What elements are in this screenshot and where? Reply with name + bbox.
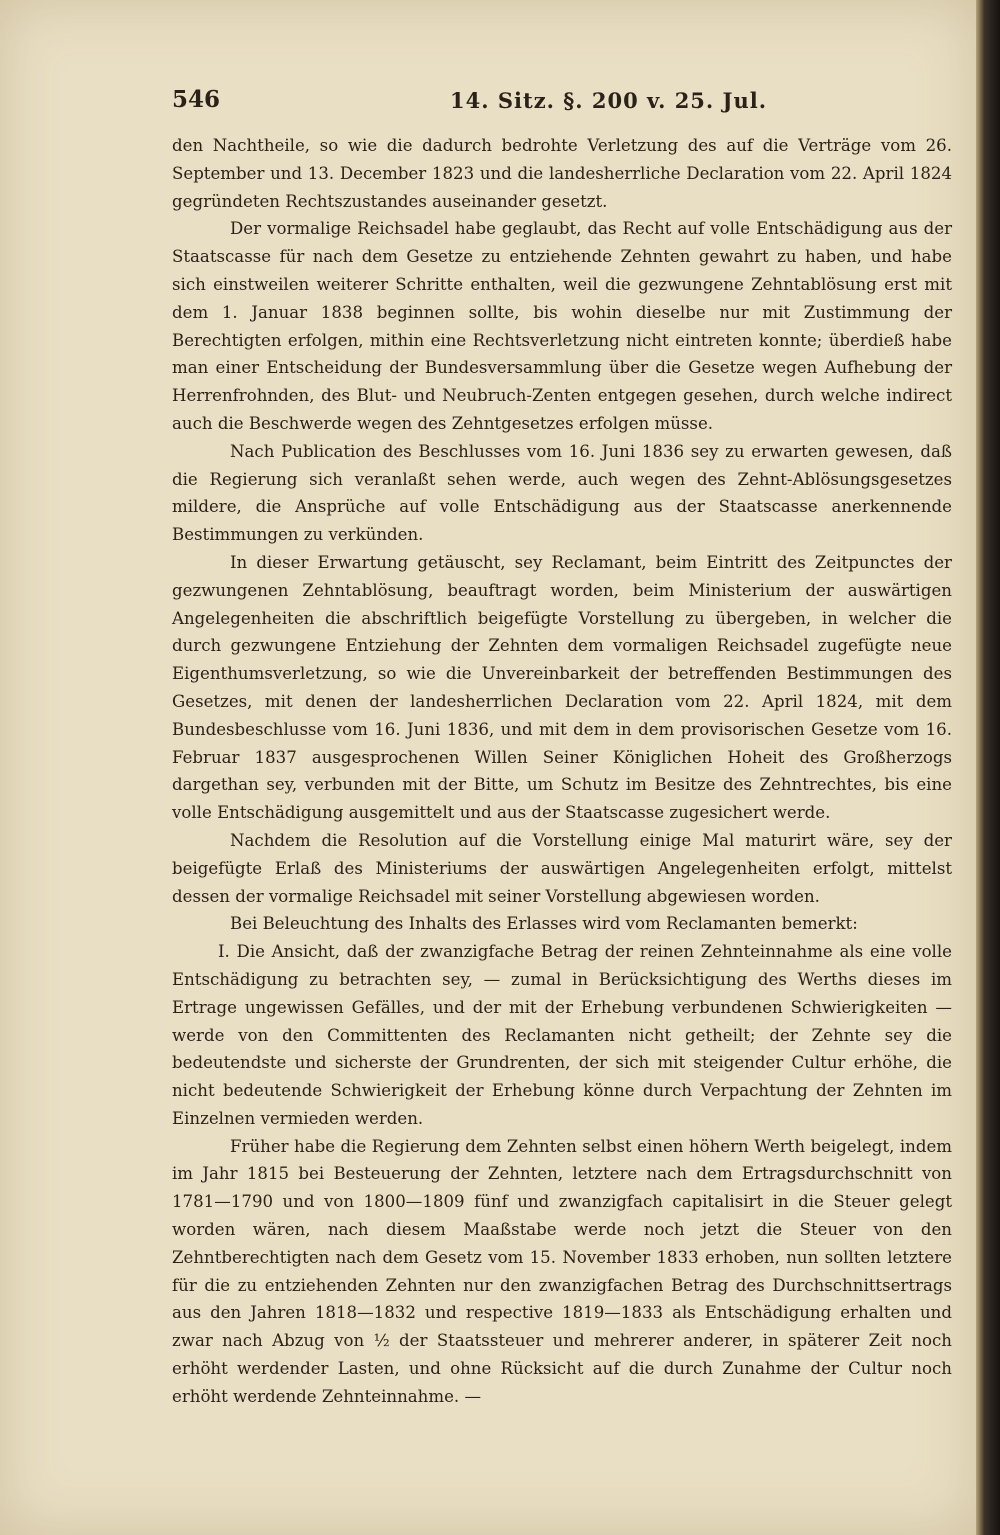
paragraph: Nach Publication des Beschlusses vom 16. Juni 1836 sey zu erwarten gewesen, daß die Regierung sich veranlaßt sehen werde, auch wegen des Zehnt-Ablösungsgesetzes mildere, die Ansprüche auf volle Entschädigung aus der Staatscasse anerkennende Bestimmungen zu verkünden. (172, 441, 952, 545)
page-header (172, 86, 952, 126)
running-title: 14. Sitz. §. 200 v. 25. Jul. (450, 88, 768, 113)
numbered-point: I. Die Ansicht, daß der zwanzigfache Betrag der reinen Zehnteinnahme als eine volle Entschädigung zu betrachten sey, — zumal in Berücksichtigung des Werths dieses im Ertrage ungewissen Gefälles, und der mit der Erhebung verbundenen Schwierigkeiten — werde von den Committenten des Reclamanten nicht getheilt; der Zehnte sey die bedeutendste und sicherste der Grundrenten, der sich mit steigender Cultur erhöhe, die nicht bedeutende Schwierigkeit der Erhebung könne durch Verpachtung der Zehnten im Einzelnen vermieden werden. (172, 942, 952, 1128)
body-text (172, 132, 952, 1411)
page-number: 546 (172, 86, 221, 113)
paragraph: Früher habe die Regierung dem Zehnten selbst einen höhern Werth beigelegt, indem im Jahr 1815 bei Besteuerung der Zehnten, letztere nach dem Ertragsdurchschnitt von 1781—1790 und von 1800—1809 fünf und zwanzigfach capitalisirt in die Steuer gelegt worden wären, nach diesem Maaßstabe werde noch jetzt die Steuer von den Zehntberechtigten nach dem Gesetz vom 15. November 1833 erhoben, nun sollten letztere für die zu entziehenden Zehnten nur den zwanzigfachen Betrag des Durchschnittsertrags aus den Jahren 1818—1832 und respective 1819—1833 als Entschädigung erhalten und zwar nach Abzug von ½ der Staatssteuer und mehrerer anderer, in späterer Zeit noch erhöht werdender Lasten, und ohne Rücksicht auf die durch Zunahme der Cultur noch erhöht werdende Zehnteinnahme. — (172, 1136, 952, 1406)
paragraph: In dieser Erwartung getäuscht, sey Reclamant, beim Eintritt des Zeitpunctes der gezwungenen Zehntablösung, beauftragt worden, beim Ministerium der auswärtigen Angelegenheiten die abschriftlich beigefügte Vorstellung zu übergeben, in welcher die durch gezwungene Entziehung der Zehnten dem vormaligen Reichsadel zugefügte neue Eigenthumsverletzung, so wie die Unvereinbarkeit der betreffenden Bestimmungen des Gesetzes, mit denen der landesherrlichen Declaration vom 22. April 1824, mit dem Bundesbeschlusse vom 16. Juni 1836, und mit dem in dem provisorischen Gesetze vom 16. Februar 1837 ausgesprochenen Willen Seiner Königlichen Hoheit des Großherzogs dargethan sey, verbunden mit der Bitte, um Schutz im Besitze des Zehntrechtes, bis eine volle Entschädigung ausgemittelt und aus der Staatscasse zugesichert werde. (172, 552, 952, 823)
paragraph: Bei Beleuchtung des Inhalts des Erlasses wird vom Reclamanten bemerkt: (230, 914, 858, 934)
page-edge-shadow (976, 0, 1000, 1535)
paragraph: Der vormalige Reichsadel habe geglaubt, das Recht auf volle Entschädigung aus der Staatscasse für nach dem Gesetze zu entziehende Zehnten gewahrt zu haben, und habe sich einstweilen weiterer Schritte enthalten, weil die gezwungene Zehntablösung erst mit dem 1. Januar 1838 beginnen sollte, bis wohin dieselbe nur mit Zustimmung der Berechtigten erfolgen, mithin eine Rechtsverletzung nicht eintreten konnte; überdieß habe man einer Entscheidung der Bundesversammlung über die Gesetze wegen Aufhebung der Herrenfrohnden, des Blut- und Neubruch-Zenten entgegen gesehen, durch welche indirect auch die Beschwerde wegen des Zehntgesetzes erfolgen müsse. (172, 219, 952, 433)
paragraph-continuation: den Nachtheile, so wie die dadurch bedrohte Verletzung des auf die Verträge vom 26. September und 13. December 1823 und die landesherrliche Declaration vom 22. April 1824 gegründeten Rechtszustandes auseinander gesetzt. (172, 136, 952, 211)
paragraph: Nachdem die Resolution auf die Vorstellung einige Mal maturirt wäre, sey der beigefügte Erlaß des Ministeriums der auswärtigen Angelegenheiten erfolgt, mittelst dessen der vormalige Reichsadel mit seiner Vorstellung abgewiesen worden. (172, 830, 952, 906)
